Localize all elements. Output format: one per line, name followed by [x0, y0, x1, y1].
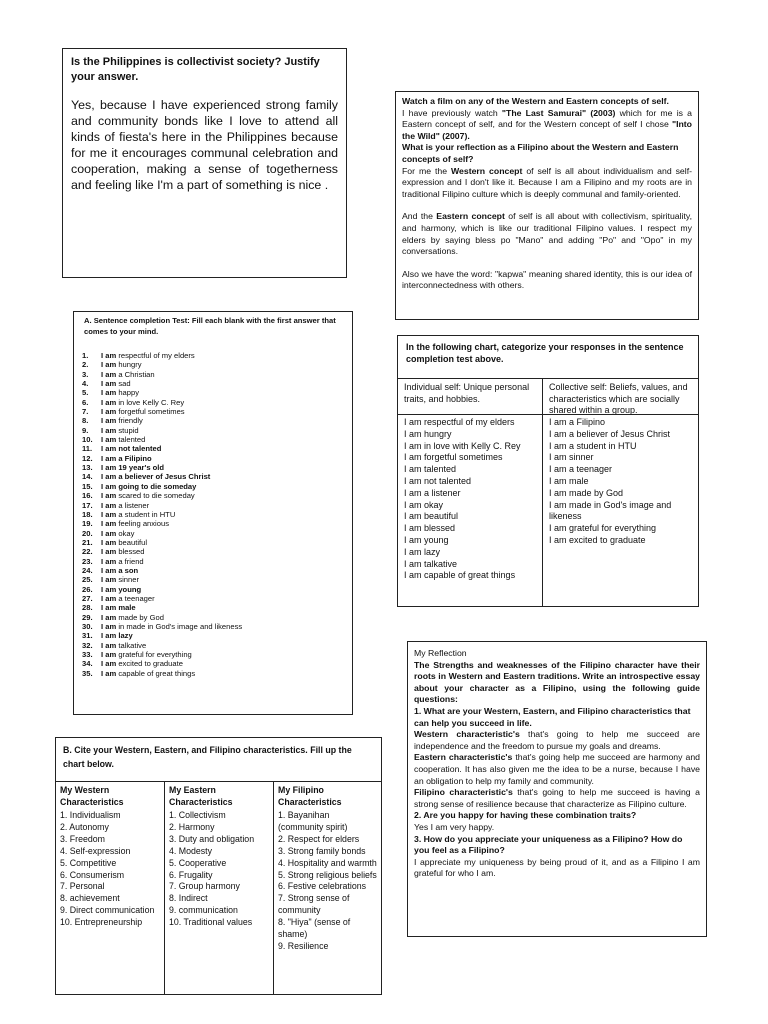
list-item: 32. I am talkative: [82, 640, 147, 650]
list-item: 15. I am going to die someday: [82, 481, 197, 491]
list-item: I am a believer of Jesus Christ: [549, 428, 671, 439]
my-reflection-box: [407, 641, 707, 937]
list-item: 24. I am a son: [82, 565, 139, 575]
answer-2: Yes I am very happy.: [414, 821, 495, 832]
list-item: 17. I am a listener: [82, 500, 150, 510]
list-item: 5. Cooperative: [169, 857, 227, 868]
list-item: 19. I am feeling anxious: [82, 519, 169, 529]
list-item: 8. I am friendly: [82, 416, 143, 426]
list-item: 13. I am 19 year's old: [82, 463, 165, 473]
list-item: 3. I am a Christian: [82, 369, 155, 379]
list-item: 7. Group harmony: [169, 881, 240, 892]
list-item: 25. I am sinner: [82, 575, 140, 585]
list-item: 5. Strong religious beliefs: [278, 869, 377, 880]
film-title-samurai: "The Last Samurai" (2003): [501, 107, 616, 118]
collective-self-header: Collective self: Beliefs, values, and characteristics which are socially shared within a group.: [549, 382, 688, 415]
film-title-wild: "Into the Wild" (2007).: [402, 119, 692, 141]
film-reflection-box: [395, 91, 699, 320]
list-item: I am hungry: [404, 428, 452, 439]
list-item: I am forgetful sometimes: [404, 452, 503, 463]
characteristics-heading: B. Cite your Western, Eastern, and Filipino characteristics. Fill up the chart below.: [56, 738, 381, 782]
list-item: I am grateful for everything: [549, 523, 657, 534]
list-item: 12. I am a Filipino: [82, 453, 152, 463]
list-item: I am male: [549, 475, 589, 486]
list-item: 7. Personal: [60, 881, 105, 892]
list-item: 8. Indirect: [169, 893, 208, 904]
list-item: I am a student in HTU: [549, 440, 637, 451]
western-reflection: For me the Western concept of self is all about individualism and self-expression and I don't like it. Because I am a Filipino and my roots are in traditional Filipino culture which is deeply communal and family-oriented.: [402, 165, 693, 199]
list-item: I am a Filipino: [549, 417, 606, 427]
answer-3: I appreciate my uniqueness by being proud of it, and as a Filipino I am grateful for who I am.: [414, 856, 700, 879]
list-item: 4. I am sad: [82, 379, 131, 389]
categorize-heading: In the following chart, categorize your responses in the sentence completion test above.: [398, 336, 698, 379]
list-item: I am capable of great things: [404, 570, 516, 581]
list-item: 27. I am a teenager: [82, 593, 155, 603]
film-prompt: Watch a film on any of the Western and Eastern concepts of self.: [402, 96, 669, 106]
list-item: 29. I am made by God: [82, 612, 164, 622]
list-item: 6. I am in love Kelly C. Rey: [82, 397, 185, 407]
individual-self-header: Individual self: Unique personal traits, and hobbies.: [404, 382, 530, 404]
list-item: 4. Self-expression: [60, 845, 131, 856]
list-item: 28. I am male: [82, 603, 136, 613]
list-item: 2. Autonomy: [60, 821, 109, 832]
sentence-completion-box: [73, 311, 353, 715]
guide-question-3: 3. How do you appreciate your uniqueness as a Filipino? How do you feel as a Filipino?: [414, 833, 683, 856]
list-item: I am okay: [404, 499, 444, 510]
reflection-question: What is your reflection as a Filipino about the Western and Eastern concepts of self?: [402, 142, 679, 164]
filipino-header: My Filipino Characteristics: [278, 785, 342, 807]
list-item: 3. Strong family bonds: [278, 845, 366, 856]
question-heading: Is the Philippines is collectivist society? Justify your answer.: [71, 56, 320, 83]
western-answer: Western characteristic's that's going to help me succeed are independence and the freedom to pursue my goals and dreams.: [414, 729, 700, 751]
reflection-title: My Reflection: [414, 648, 467, 658]
eastern-answer: Eastern characteristic's that's going help me succeed are harmony and cooperation. It has also given me the idea to be a nurse, because I have an obligation to help my family and community.: [414, 752, 701, 786]
list-item: 31. I am lazy: [82, 631, 133, 641]
western-column: [56, 782, 165, 994]
list-item: 8. "Hiya" (sense of shame): [278, 917, 351, 940]
list-item: 1. I am respectful of my elders: [82, 351, 195, 360]
reflection-prompt: The Strengths and weaknesses of the Filipino character have their roots in Western and Eastern traditions. Write an introspective essay about your character as a Filipino, using the following guide questions:: [414, 659, 700, 705]
list-item: 35. I am capable of great things: [82, 668, 196, 678]
list-item: I am talented: [404, 464, 457, 475]
list-item: 9. Resilience: [278, 940, 329, 951]
kapwa-reflection: Also we have the word: "kapwa" meaning shared identity, this is our idea of interconnectedness with others.: [402, 268, 692, 291]
list-item: 26. I am young: [82, 584, 142, 594]
list-item: 18. I am a student in HTU: [82, 509, 176, 519]
categorize-chart-box: [397, 335, 699, 607]
film-intro: I have previously watch "The Last Samurai" (2003) which for me is a Eastern concept of self, and for the Western concept of self I chose "Into the Wild" (2007).: [402, 107, 693, 141]
list-item: I am excited to graduate: [549, 534, 646, 545]
list-item: I am made in God's image and likeness: [549, 499, 672, 522]
list-item: 2. I am hungry: [82, 360, 142, 370]
sentence-list: [82, 351, 344, 678]
list-item: 5. Competitive: [60, 857, 117, 868]
list-item: 8. achievement: [60, 893, 120, 904]
list-item: 9. communication: [169, 905, 238, 916]
list-item: 16. I am scared to die someday: [82, 491, 195, 501]
list-item: 6. Consumerism: [60, 869, 125, 880]
list-item: 5. I am happy: [82, 388, 140, 398]
list-item: I am respectful of my elders: [404, 417, 515, 427]
list-item: 23. I am a friend: [82, 556, 144, 566]
list-item: I am blessed: [404, 523, 456, 534]
list-item: 34. I am excited to graduate: [82, 659, 183, 669]
list-item: 22. I am blessed: [82, 547, 145, 557]
list-item: 1. Bayanihan (community spirit): [278, 810, 348, 832]
list-item: 2. Respect for elders: [278, 833, 360, 844]
eastern-header: My Eastern Characteristics: [169, 785, 233, 807]
list-item: I am beautiful: [404, 511, 459, 522]
list-item: 9. Direct communication: [60, 905, 155, 916]
list-item: I am young: [404, 534, 449, 545]
western-header: My Western Characteristics: [60, 785, 124, 807]
filipino-answer: Filipino characteristic's that's going to help me succeed is having a strong sense of resilience because that characterize as Filipino culture.: [414, 787, 700, 809]
collectivist-question-box: [62, 48, 347, 278]
list-item: 4. Hospitality and warmth: [278, 857, 377, 868]
list-item: 3. Freedom: [60, 833, 105, 844]
eastern-column: [165, 782, 274, 994]
list-item: I am sinner: [549, 452, 594, 463]
list-item: 10. I am talented: [82, 435, 146, 445]
list-item: I am a listener: [404, 487, 461, 498]
list-item: 2. Harmony: [169, 821, 215, 832]
list-item: 1. Individualism: [60, 810, 121, 820]
characteristics-chart-box: [55, 737, 382, 995]
list-item: 30. I am in made in God's image and likeness: [82, 621, 243, 631]
guide-question-1: 1. What are your Western, Eastern, and Filipino characteristics that can help you succeed in life.: [414, 705, 691, 728]
list-item: 1. Collectivism: [169, 810, 226, 820]
list-item: 10. Traditional values: [169, 917, 253, 928]
list-item: 21. I am beautiful: [82, 537, 148, 547]
list-item: I am lazy: [404, 546, 441, 557]
list-item: 9. I am stupid: [82, 425, 139, 435]
sentence-test-heading: A. Sentence completion Test: Fill each blank with the first answer that comes to your mind.: [84, 316, 336, 336]
list-item: 20. I am okay: [82, 528, 135, 538]
list-item: 6. Frugality: [169, 869, 213, 880]
guide-question-2: 2. Are you happy for having these combination traits?: [414, 810, 637, 821]
list-item: 6. Festive celebrations: [278, 881, 367, 892]
eastern-reflection: And the Eastern concept of self is all about with collectivism, spirituality, and harmony, which is like our traditional Filipino values. I respect my elders by saying bless po "Mano" and adding "Po" and "Opo" in my conversations.: [402, 211, 692, 257]
list-item: 14. I am a believer of Jesus Christ: [82, 472, 211, 482]
list-item: 3. Duty and obligation: [169, 833, 255, 844]
answer-text: Yes, because I have experienced strong family and community bonds like I love to attend all kinds of fiesta's here in the Philippines because for me it encourages communal celebration and cooperation, making a sense of togetherness and feeling like I'm a part of something is nice .: [71, 98, 338, 192]
list-item: 33. I am grateful for everything: [82, 650, 192, 659]
filipino-column: [274, 782, 381, 994]
list-item: I am in love with Kelly C. Rey: [404, 440, 521, 451]
list-item: 10. Entrepreneurship: [60, 917, 143, 928]
list-item: 11. I am not talented: [82, 444, 162, 454]
list-item: I am not talented: [404, 475, 472, 486]
list-item: 7. I am forgetful sometimes: [82, 407, 185, 417]
list-item: 7. Strong sense of community: [278, 893, 350, 916]
list-item: I am made by God: [549, 487, 624, 498]
list-item: I am talkative: [404, 558, 458, 569]
list-item: 4. Modesty: [169, 845, 213, 856]
list-item: I am a teenager: [549, 464, 613, 475]
